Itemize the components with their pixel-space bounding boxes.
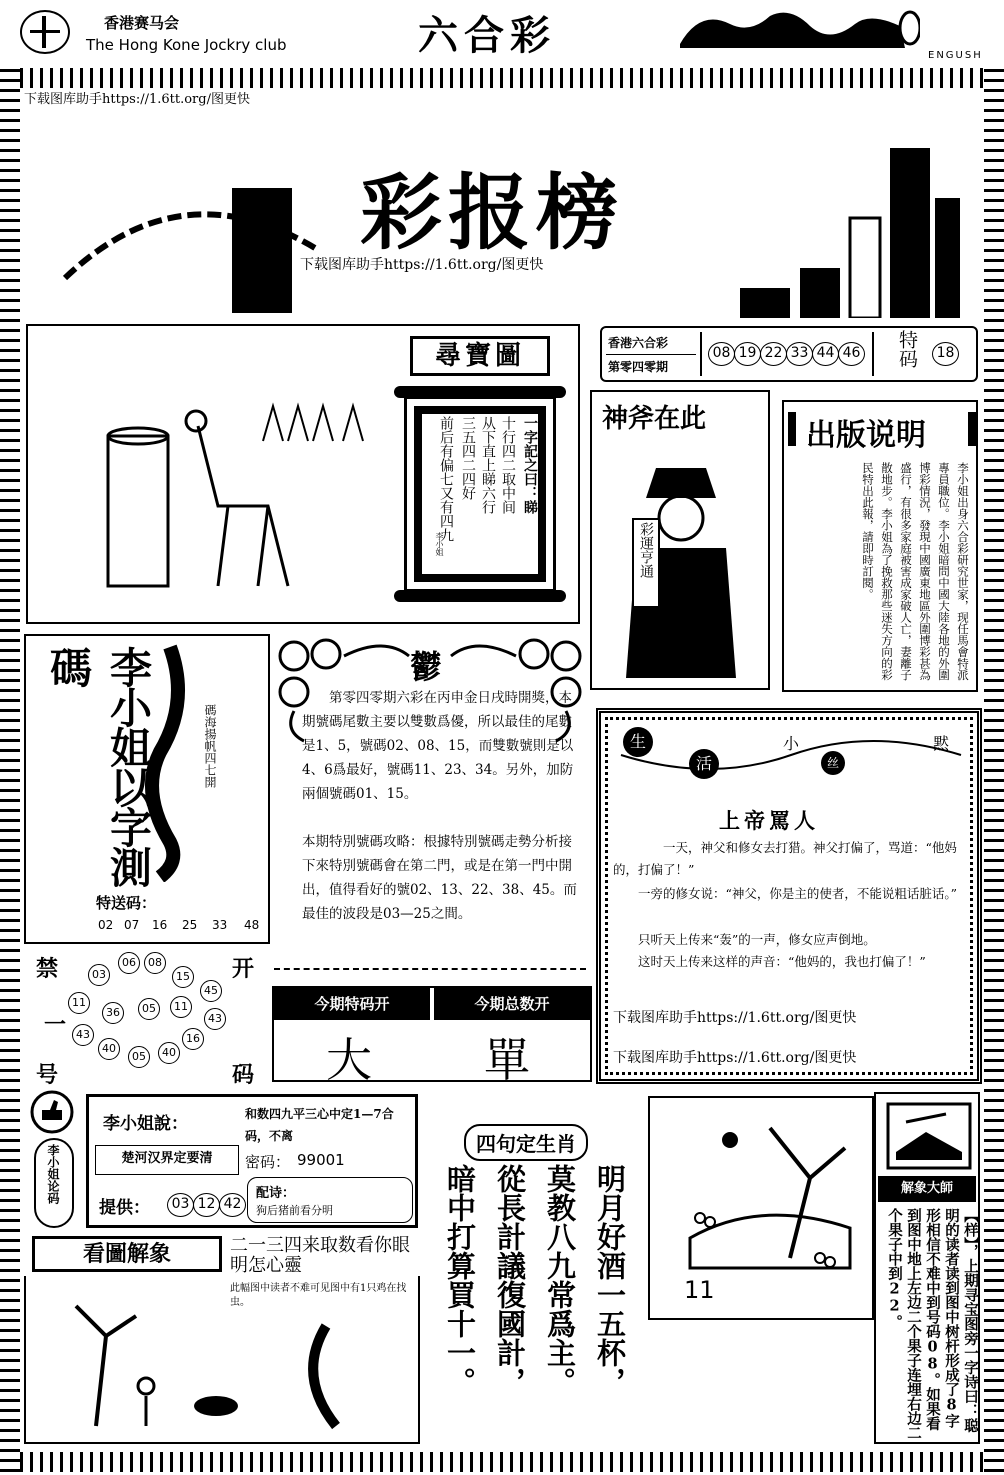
result-number: 46 xyxy=(838,342,865,366)
thumbs-up-icon xyxy=(30,1090,74,1134)
ring-corner: 码 xyxy=(232,1062,255,1088)
treasure-poem-4: 前后有偏七又有四九 xyxy=(438,416,454,542)
article-para-1: 第零四零期六彩在丙申金日戌時開獎，本期號碼尾數主要以雙數爲優，所以最佳的尾數是1、5，號碼02、08、15，而雙數號則是以4、6爲最好，號碼11、23、34。另外，加防兩個號碼01、15。 xyxy=(302,690,574,802)
send-number: 16 xyxy=(152,918,168,932)
result-number: 44 xyxy=(812,342,839,366)
treasure-scroll xyxy=(390,336,570,618)
send-number: 02 xyxy=(98,918,114,932)
treasure-poem-3: 三五四二四好 xyxy=(460,416,476,500)
four-lines-col: 暗中打算買十一。 xyxy=(443,1164,477,1396)
ring-corner: 开 xyxy=(232,956,255,982)
miss-li-right: 和数四九平三心中定1—7合码，不离 xyxy=(245,1107,394,1143)
article-title: 鬱 xyxy=(410,648,443,686)
miss-li-section xyxy=(24,1090,418,1232)
miss-li-box: 楚河汉界定要清 xyxy=(95,1145,239,1175)
ring-number: 05 xyxy=(128,1046,150,1068)
joke-line-2: 一旁的修女说：“神父，你是主的使者，不能说粗话脏话。” xyxy=(638,886,958,901)
joke-hdr-5: 丝 xyxy=(821,751,845,775)
ring-number: 08 xyxy=(144,952,166,974)
special-label-1: 今期特码开 xyxy=(274,988,430,1020)
four-lines-col: 莫教八九常爲主。 xyxy=(543,1164,577,1396)
ring-corner: 号 xyxy=(36,1062,59,1088)
right-border xyxy=(984,68,1004,1472)
ring-number: 16 xyxy=(182,1028,204,1050)
god-title: 神斧在此 xyxy=(602,404,707,434)
ring-number: 36 xyxy=(102,1002,124,1024)
club-logo-icon xyxy=(20,10,70,54)
send-label: 特送码： xyxy=(96,894,157,912)
password-label: 密码： xyxy=(245,1153,291,1171)
result-number: 08 xyxy=(708,342,735,366)
result-bar xyxy=(600,326,978,382)
watermark-banner: 下载图库助手https://1.6tt.org/图更快 xyxy=(300,257,544,273)
banner-title: 彩报榜 xyxy=(360,166,625,261)
god-box xyxy=(590,390,770,690)
book-icon xyxy=(886,1102,972,1170)
header xyxy=(0,0,1004,72)
ring-number: 45 xyxy=(200,980,222,1002)
ring-number: 03 xyxy=(88,964,110,986)
club-name-en: The Hong Kone Jockry club xyxy=(86,36,287,54)
four-lines-title: 四句定生肖 xyxy=(464,1124,588,1161)
publish-text: 李小姐出身六合彩研究世家，现任馬會特派專員職位。李小姐暗問中國大陸各地的外圍博彩情況，發現中國廣東地區外圍博彩甚為盛行，有很多家庭被害成家破人亡，妻離子散地步。李小姐為了挽救那些迷失方向的彩民特出此報，請即時訂閱。 xyxy=(861,462,970,681)
publish-box xyxy=(782,400,978,692)
joke-line-3: 只听天上传来“轰”的一声，修女应声倒地。 xyxy=(638,932,876,947)
watermark-joke-2: 下载图库助手https://1.6tt.org/图更快 xyxy=(613,1050,857,1066)
joke-hdr-3: 小 xyxy=(783,734,800,753)
club-name-cn: 香港赛马会 xyxy=(104,14,180,32)
special-value-1: 大 xyxy=(326,1033,372,1087)
dream-explain xyxy=(874,1092,980,1444)
special-number: 18 xyxy=(932,342,959,366)
joke-hdr-1: 生 xyxy=(623,727,653,757)
four-lines-col: 明月好酒一五杯， xyxy=(593,1164,627,1396)
send-number: 07 xyxy=(124,918,140,932)
result-label-2: 第零四零期 xyxy=(608,360,669,374)
publish-title: 出版说明 xyxy=(806,418,926,453)
main-frame xyxy=(20,88,984,1452)
send-number: 33 xyxy=(212,918,228,932)
miss-li-side: 李小姐论码 xyxy=(34,1138,74,1228)
brush-box xyxy=(24,634,270,944)
ring-number: 40 xyxy=(158,1042,180,1064)
dream-text: 【样】，上期寻宝图旁一字诗曰：聪明的读者读到图中树杆形成了8字形相信不难中到号码08。如果看到图中地上左边二个果子连埋右边二个果子中到22。 xyxy=(886,1208,979,1440)
joke-box xyxy=(596,708,982,1084)
ring-corner: 一 xyxy=(44,1012,67,1038)
banner xyxy=(20,88,984,318)
top-border xyxy=(0,68,1004,88)
provide-label: 提供： xyxy=(99,1198,150,1218)
bottom-border xyxy=(0,1452,1004,1472)
result-number: 22 xyxy=(760,342,787,366)
treasure-author: 李小姐 xyxy=(435,532,444,556)
special-box xyxy=(272,986,592,1087)
send-number: 48 xyxy=(244,918,260,932)
image-read-caption: 此幅图中读者不难可见图中有1只鸡在找虫。 xyxy=(230,1283,407,1308)
treasure-poem-2: 从下直上睇六行 xyxy=(480,416,496,514)
poem-text: 狗后猪前看分明 xyxy=(256,1204,333,1217)
joke-line-4: 这时天上传来这样的声音：“他妈的，我也打偏了！” xyxy=(638,954,926,969)
ring-number: 43 xyxy=(204,1008,226,1030)
miss-li-card xyxy=(86,1094,418,1228)
ring-number: 05 xyxy=(138,998,160,1020)
joke-hdr-4: 黙 xyxy=(933,734,950,753)
joke-title: 上帝罵人 xyxy=(719,808,819,833)
horse-graphic xyxy=(670,4,920,52)
special-label: 特码 xyxy=(896,330,918,368)
special-value-2: 單 xyxy=(484,1033,530,1087)
provide-number: 42 xyxy=(219,1193,246,1217)
number-ring xyxy=(24,952,270,1088)
image-read-picture xyxy=(24,1276,420,1444)
giraffe-picture xyxy=(26,324,580,624)
ring-number: 15 xyxy=(172,966,194,988)
treasure-poem-1: 十行四二取中间 xyxy=(500,416,516,514)
image-read-headline: 二一三四来取数看你眼明怎心靈 xyxy=(230,1235,410,1276)
provide-number: 03 xyxy=(167,1193,194,1217)
watermark-top: 下载图库助手https://1.6tt.org/图更快 xyxy=(24,92,250,107)
ring-number: 40 xyxy=(98,1038,120,1060)
article-para-2: 本期特別號碼攻略：根據特別號碼走勢分析接下來特別號碼會在第二門，或是在第一門中開出，值得看好的號02、13、22、38、45。而最佳的波段是03—25之間。 xyxy=(302,834,577,922)
header-title: 六合彩 xyxy=(418,12,556,59)
article-box xyxy=(274,636,586,970)
special-label-2: 今期总数开 xyxy=(434,988,590,1020)
result-number: 33 xyxy=(786,342,813,366)
ring-number: 43 xyxy=(72,1024,94,1046)
result-number: 19 xyxy=(734,342,761,366)
four-lines xyxy=(424,1096,644,1436)
ring-number: 06 xyxy=(118,952,140,974)
god-banner: 彩運亨通 xyxy=(632,518,660,608)
watermark-joke-1: 下载图库助手https://1.6tt.org/图更快 xyxy=(613,1010,857,1026)
treasure-title: 尋寶圖 xyxy=(410,336,550,376)
skyline xyxy=(740,128,980,318)
image-read xyxy=(24,1236,420,1444)
miss-li-says: 李小姐說： xyxy=(103,1114,188,1134)
provide-number: 12 xyxy=(193,1193,220,1217)
joke-hdr-2: 活 xyxy=(689,749,719,779)
left-border xyxy=(0,68,20,1472)
poem-box xyxy=(247,1177,413,1223)
four-lines-col: 從長計議復國計， xyxy=(493,1164,527,1396)
ring-number: 11 xyxy=(68,992,90,1014)
brush-cols: 碼海揚帆四七開 xyxy=(203,704,217,788)
password-value: 99001 xyxy=(297,1151,345,1169)
dream-title: 解象大師 xyxy=(878,1176,976,1202)
banner-tower-left xyxy=(232,188,292,313)
english-link[interactable]: ENGUSH xyxy=(928,50,983,61)
send-number: 25 xyxy=(182,918,198,932)
brush-title: 李小姐以字測碼 xyxy=(44,646,153,886)
joke-line-1: 一天，神父和修女去打猎。神父打偏了，骂道：“他妈的，打偏了！” xyxy=(613,840,957,877)
poem-label: 配诗： xyxy=(256,1186,296,1201)
treasure-side-label: 一字記之曰：睇 xyxy=(522,416,538,514)
ring-corner: 禁 xyxy=(36,956,59,982)
ink-mark: 11 xyxy=(684,1276,715,1304)
result-label-1: 香港六合彩 xyxy=(608,336,669,350)
image-read-title: 看圖解象 xyxy=(32,1236,222,1272)
ring-number: 11 xyxy=(170,996,192,1018)
